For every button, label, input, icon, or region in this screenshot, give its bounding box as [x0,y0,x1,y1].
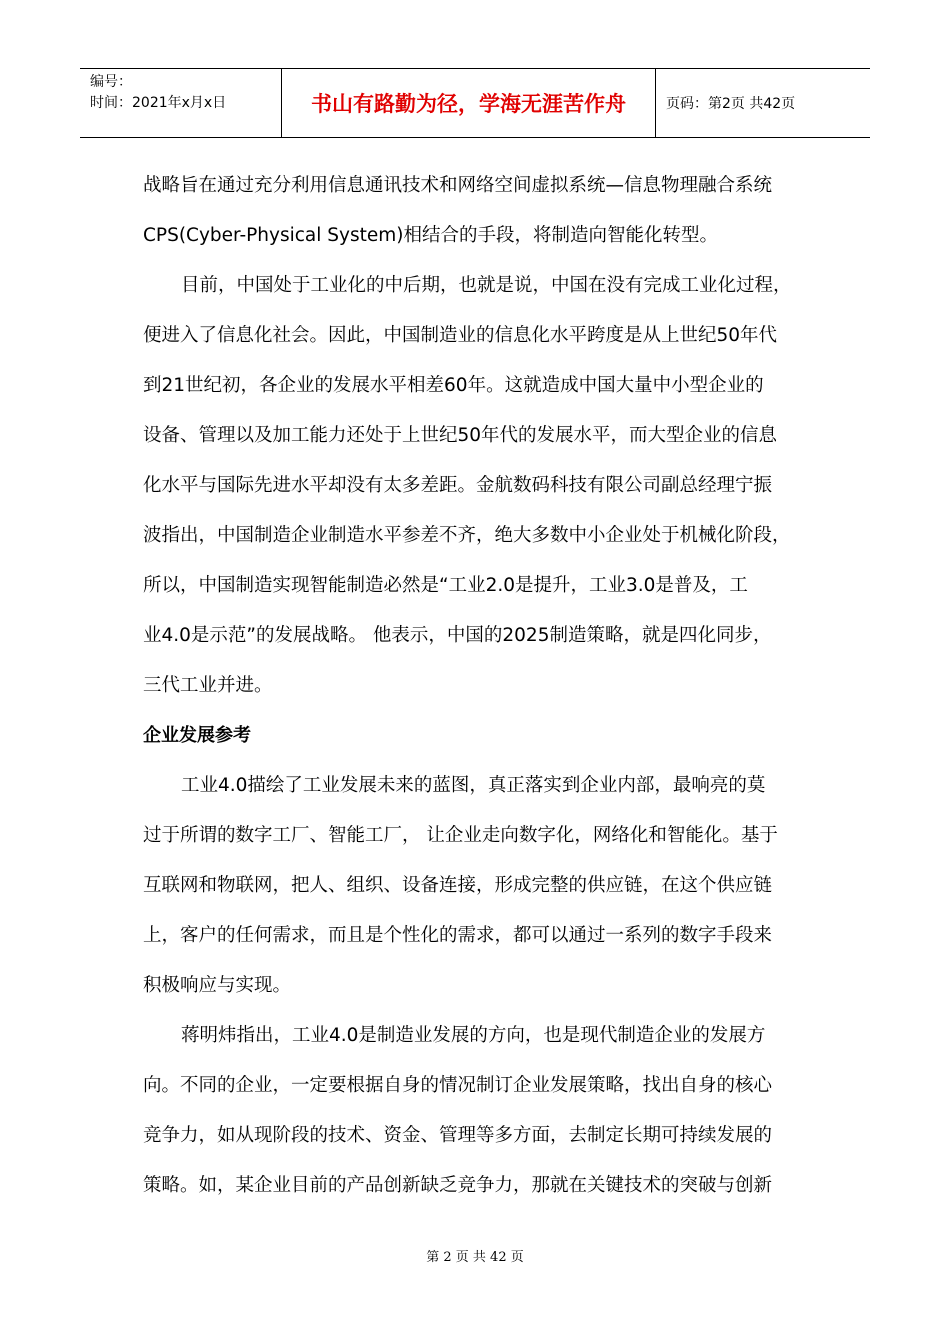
body-line: 向。不同的企业，一定要根据自身的情况制订企业发展策略，找出自身的核心 [143,1075,773,1096]
page-header [80,68,870,138]
header-page-number: 页码：第2页 共42页 [666,96,796,112]
body-line: 业4.0是示范”的发展战略。 他表示，中国的2025制造策略，就是四化同步， [143,625,772,646]
body-line: 到21世纪初，各企业的发展水平相差60年。这就造成中国大量中小型企业的 [143,375,764,396]
body-line: 化水平与国际先进水平却没有太多差距。金航数码科技有限公司副总经理宁振 [143,475,773,496]
body-line: 积极响应与实现。 [143,975,292,996]
header-meta [80,69,282,137]
section-heading: 企业发展参考 [143,725,251,746]
body-line: 过于所谓的数字工厂、智能工厂， 让企业走向数字化，网络化和智能化。基于 [143,825,778,846]
body-line: 战略旨在通过充分利用信息通讯技术和网络空间虚拟系统—信息物理融合系统 [143,175,773,196]
page-footer: 第 2 页 共 42 页 [426,1250,524,1265]
body-line: 策略。如，某企业目前的产品创新缺乏竞争力，那就在关键技术的突破与创新 [143,1175,773,1196]
body-line: 设备、管理以及加工能力还处于上世纪50年代的发展水平，而大型企业的信息 [143,425,778,446]
paragraph-start-line: 蒋明炜指出，工业4.0是制造业发展的方向，也是现代制造企业的发展方 [181,1025,766,1046]
body-line: 波指出，中国制造企业制造水平参差不齐，绝大多数中小企业处于机械化阶段， [143,525,791,546]
paragraph-start-line: 工业4.0描绘了工业发展未来的蓝图，真正落实到企业内部，最响亮的莫 [181,775,766,796]
body-line: 三代工业并进。 [143,675,273,696]
body-line: 上，客户的任何需求，而且是个性化的需求，都可以通过一系列的数字手段来 [143,925,773,946]
body-line: 所以，中国制造实现智能制造必然是“工业2.0是提升，工业3.0是普及，工 [143,575,748,596]
body-line: 互联网和物联网，把人、组织、设备连接，形成完整的供应链，在这个供应链 [143,875,773,896]
header-motto: 书山有路勤为径，学海无涯苦作舟 [282,69,656,137]
document-body [143,161,823,1211]
body-line: 便进入了信息化社会。因此，中国制造业的信息化水平跨度是从上世纪50年代 [143,325,778,346]
document-date: 时间：2021年x月x日 [90,95,227,111]
body-line: CPS(Cyber-Physical System)相结合的手段，将制造向智能化转型。 [143,225,718,246]
paragraph-start-line: 目前，中国处于工业化的中后期，也就是说，中国在没有完成工业化过程， [181,275,792,296]
body-line: 竞争力，如从现阶段的技术、资金、管理等多方面，去制定长期可持续发展的 [143,1125,773,1146]
document-number-label: 编号： [90,74,132,90]
